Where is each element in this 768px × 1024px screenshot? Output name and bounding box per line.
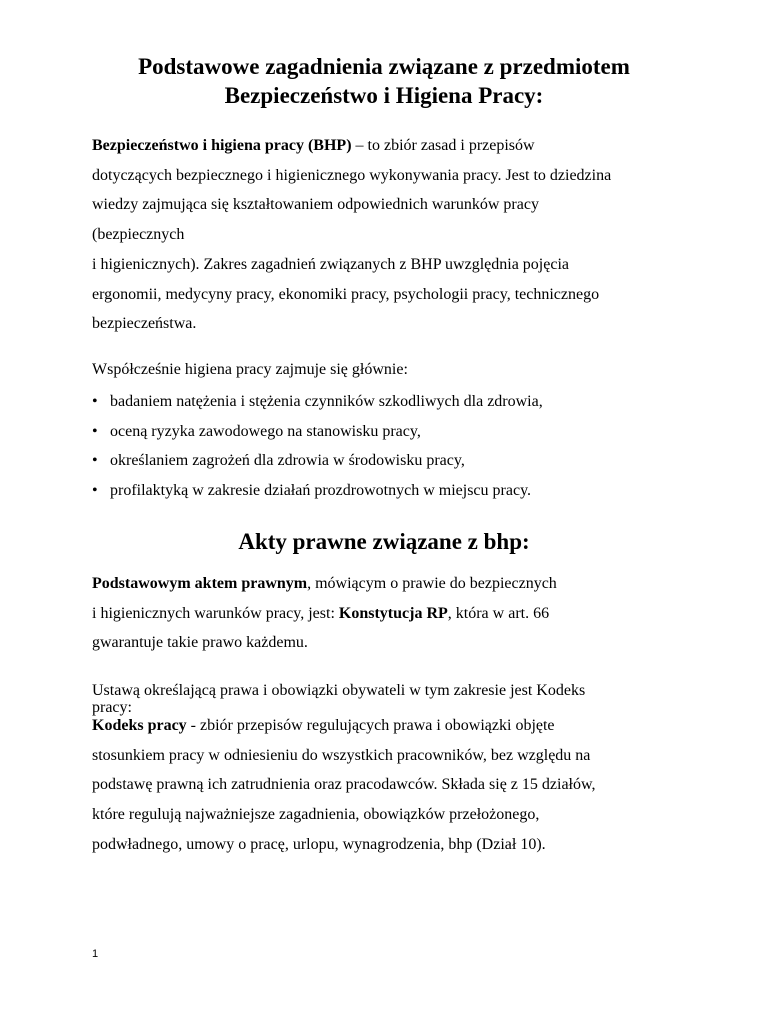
acts-heading: Akty prawne związane z bhp: [238,529,530,554]
acts-p2-line-6: które regulują najważniejsze zagadnienia, obowiązków przełożonego, [92,806,540,824]
list-item [92,476,543,506]
intro-line-1-rest: – to zbiór zasad i przepisów [351,137,535,154]
acts-p2-line-7: podwładnego, umowy o pracę, urlopu, wynagrodzenia, bhp (Dział 10). [92,835,546,853]
intro-line-2: dotyczących bezpiecznego i higienicznego wykonywania pracy. Jest to dziedzina [92,166,612,184]
intro-term: Bezpieczeństwo i higiena pracy (BHP) [92,137,352,154]
list-item-text: oceną ryzyka zawodowego na stanowisku pracy, [110,422,421,440]
title-line-1: Podstawowe zagadnienia związane z przedmiotem [138,54,630,79]
bullet-icon: • [92,452,98,470]
acts-p1-line-2 [92,599,712,629]
acts-p1-line-3: gwarantuje takie prawo każdemu. [92,634,308,652]
hygiene-list [92,387,543,506]
acts-paragraph-2 [92,682,712,860]
bullet-icon: • [92,422,98,440]
intro-line-4: (bezpiecznych [92,226,185,244]
list-item [92,417,543,447]
acts-paragraph-1 [92,569,712,658]
intro-line-1 [92,131,712,161]
acts-p1-line-1 [92,569,712,599]
acts-p1-constitution: Konstytucja RP [338,604,448,622]
list-item-text: profilaktyką w zakresie działań prozdrowotnych w miejscu pracy. [110,482,532,500]
list-item [92,446,543,476]
intro-line-5: i higienicznych). Zakres zagadnień związanych z BHP uwzględnia pojęcia [92,255,569,273]
list-item-text: określaniem zagrożeń dla zdrowia w środowisku pracy, [110,452,465,470]
title-line-2: Bezpieczeństwo i Higiena Pracy: [224,83,544,108]
acts-p2-line-4: stosunkiem pracy w odniesieniu do wszystkich pracowników, bez względu na [92,746,591,764]
acts-p2-line-3 [92,711,712,741]
page-number: 1 [92,948,99,960]
acts-p1-rest: , mówiącym o prawie do bezpiecznych [307,575,557,592]
acts-p2-line-2: pracy: [92,699,132,716]
hygiene-lead: Współcześnie higiena pracy zajmuje się głównie: [92,361,408,378]
acts-p1-line2-a: i higienicznych warunków pracy, jest: [92,604,339,622]
intro-line-6: ergonomii, medycyny pracy, ekonomiki pracy, psychologii pracy, technicznego [92,285,600,303]
acts-p1-line2-b: , która w art. 66 [447,604,550,622]
intro-line-3: wiedzy zajmująca się kształtowaniem odpowiednich warunków pracy [92,196,539,214]
acts-p2-line-1: Ustawą określającą prawa i obowiązki obywateli w tym zakresie jest Kodeks [92,682,586,699]
intro-line-7: bezpieczeństwa. [92,315,197,333]
acts-p2-line-5: podstawę prawną ich zatrudnienia oraz pracodawców. Składa się z 15 działów, [92,776,596,794]
acts-p2-line3-rest: - zbiór przepisów regulujących prawa i obowiązki objęte [186,717,555,734]
acts-p2-bold: Kodeks pracy [92,717,187,734]
page-title [60,52,708,110]
intro-paragraph [92,131,712,339]
list-item [92,387,543,417]
bullet-icon: • [92,482,98,500]
list-item-text: badaniem natężenia i stężenia czynników szkodliwych dla zdrowia, [110,393,543,410]
acts-p1-bold: Podstawowym aktem prawnym [92,575,308,592]
bullet-icon: • [92,393,98,410]
